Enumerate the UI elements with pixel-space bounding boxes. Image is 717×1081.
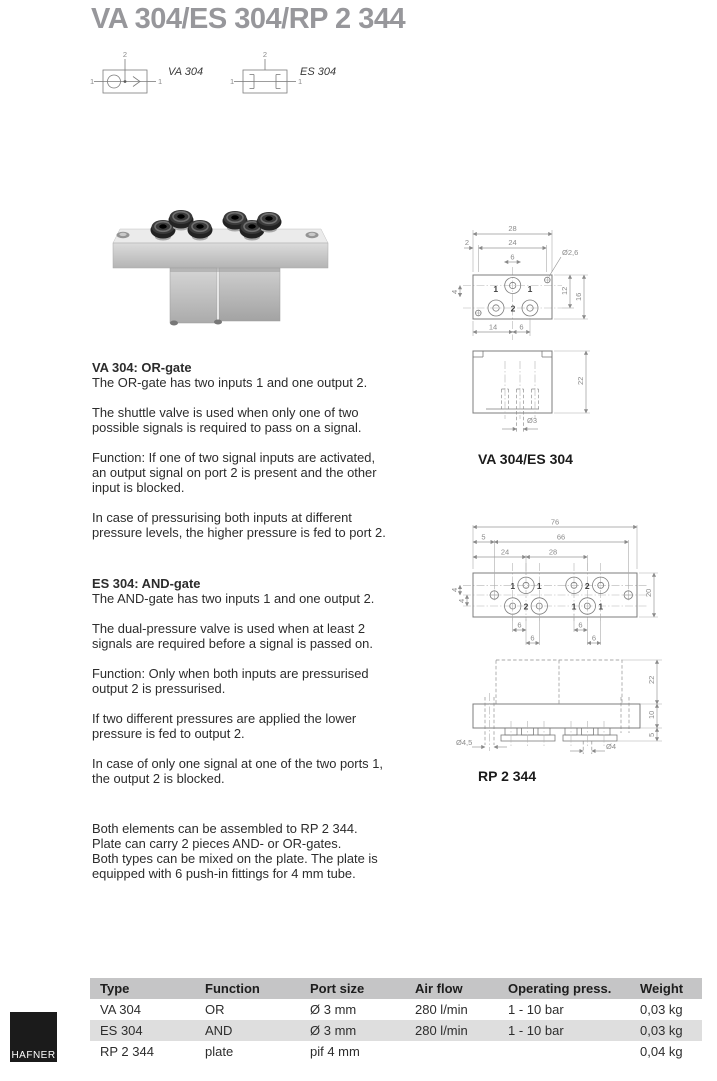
dim-label: 5 (647, 732, 656, 737)
cell: ES 304 (100, 1023, 143, 1038)
dim-label: 5 (481, 532, 486, 542)
table-row-es304 (90, 1020, 702, 1041)
dim-label: 2 (464, 238, 470, 247)
cell: OR (205, 1002, 225, 1017)
section-es304-heading: ES 304: AND-gate (92, 576, 201, 591)
paragraph: In case of pressurising both inputs at different pressure levels, the higher pressure is fed to port 2. (92, 510, 386, 540)
es-symbol-port2-label: 2 (262, 50, 268, 59)
col-header-port-size: Port size (310, 981, 365, 996)
drawing-caption-va-es: VA 304/ES 304 (478, 451, 573, 467)
paragraph: The shuttle valve is used when only one of two possible signals is required to pass on a signal. (92, 405, 362, 435)
paragraph: Function: If one of two signal inputs are activated, an output signal on port 2 is present and the other input is blocked. (92, 450, 377, 495)
assembly-note (92, 821, 418, 881)
dim-label: 4 (450, 587, 459, 592)
dim-label: 22 (576, 376, 585, 385)
col-header-type: Type (100, 981, 130, 996)
va304-symbol-label: VA 304 (168, 66, 204, 78)
spec-table (90, 978, 702, 1062)
dim-label: 6 (530, 633, 535, 643)
cell: 0,04 kg (640, 1044, 683, 1059)
hole-callout: Ø3 (527, 416, 538, 425)
dim-label: 6 (517, 620, 522, 630)
paragraph: The dual-pressure valve is used when at least 2 signals are required before a signal is passed on. (92, 621, 373, 651)
cell: plate (205, 1044, 234, 1059)
dim-label: 14 (488, 322, 498, 332)
port-stubs (502, 361, 539, 419)
cell: pif 4 mm (310, 1044, 360, 1059)
paragraph: The AND-gate has two inputs 1 and one output 2. (92, 591, 375, 606)
section-es304 (92, 576, 418, 786)
cell: AND (205, 1023, 233, 1038)
va-symbol-port1-left-label: 1 (90, 77, 95, 86)
port-label: 1 (527, 284, 533, 294)
port-label: 1 (571, 601, 577, 612)
cell: VA 304 (100, 1002, 141, 1017)
valve-body-left (170, 268, 217, 323)
cell: 1 - 10 bar (508, 1023, 564, 1038)
va-symbol-port2-label: 2 (122, 50, 128, 59)
plate-top-face (113, 229, 328, 243)
drawing-caption-rp: RP 2 344 (478, 768, 537, 784)
paragraph: Function: Only when both inputs are pressurised output 2 is pressurised. (92, 666, 369, 696)
dim-label: 28 (548, 547, 558, 557)
section-va304 (92, 360, 418, 540)
es304-symbol-label: ES 304 (300, 66, 337, 78)
es-symbol-port1-right-label: 1 (298, 77, 303, 86)
cell: 1 - 10 bar (508, 1002, 564, 1017)
cell: 280 l/min (415, 1002, 468, 1017)
paragraph: Both elements can be assembled to RP 2 344. Plate can carry 2 pieces AND- or OR-gates. Both types can be mixed on the plate. The plate is equipped with 6 push-in fittings for 4 mm tube. (92, 821, 378, 881)
col-header-weight: Weight (640, 981, 684, 996)
rp2344-top-view-drawing (450, 513, 690, 653)
hole-callout: Ø4,5 (456, 738, 473, 747)
paragraph: The OR-gate has two inputs 1 and one output 2. (92, 375, 368, 390)
valve-body-right (219, 268, 280, 321)
plate-front-face (113, 243, 328, 268)
port-label: 2 (510, 303, 516, 314)
paragraph: In case of only one signal at one of the two ports 1, the output 2 is blocked. (92, 756, 383, 786)
page-title: VA 304/ES 304/RP 2 344 (91, 3, 406, 35)
spec-table-header-row (90, 978, 702, 999)
col-header-function: Function (205, 981, 260, 996)
col-header-air-flow: Air flow (415, 981, 463, 996)
dim-label: 24 (500, 547, 510, 557)
hafner-logo-text: HAFNER (11, 1050, 56, 1061)
port-label: 1 (493, 284, 499, 294)
dim-label: 4 (450, 289, 459, 294)
foot-left (170, 321, 178, 326)
hole-callout: Ø4 (606, 742, 617, 751)
cell: Ø 3 mm (310, 1002, 357, 1017)
port-label: 1 (598, 601, 604, 612)
foot-right (214, 320, 222, 325)
table-row-rp2344 (90, 1041, 702, 1062)
col-header-operating-press: Operating press. (508, 981, 612, 996)
va-es-side-view-drawing (450, 347, 662, 447)
hafner-logo (10, 1012, 57, 1062)
dim-label: 16 (574, 292, 583, 301)
dim-label: 6 (510, 252, 515, 262)
dim-label: 4 (457, 598, 466, 603)
dim-label: 6 (591, 633, 597, 643)
es-symbol-port1-left-label: 1 (230, 77, 235, 86)
cell: 0,03 kg (640, 1002, 683, 1017)
va-es-top-view-drawing (450, 220, 662, 347)
dim-label: 66 (556, 532, 566, 542)
cell: Ø 3 mm (310, 1023, 357, 1038)
rp2344-side-view-drawing (450, 653, 690, 778)
cell: 0,03 kg (640, 1023, 683, 1038)
cell: RP 2 344 (100, 1044, 154, 1059)
va-symbol-port1-right-label: 1 (158, 77, 163, 86)
dim-label: 6 (578, 620, 583, 630)
dim-label: 22 (647, 675, 656, 684)
cell: 280 l/min (415, 1023, 468, 1038)
dim-label: 28 (508, 224, 517, 233)
dim-label: 10 (647, 710, 656, 719)
section-va304-heading: VA 304: OR-gate (92, 360, 192, 375)
port-label: 2 (523, 601, 529, 612)
dim-label: 24 (508, 238, 517, 247)
product-photo (95, 193, 340, 335)
dim-label: 6 (519, 322, 524, 332)
dim-label: 76 (550, 517, 560, 527)
paragraph: If two different pressures are applied the lower pressure is fed to output 2. (92, 711, 357, 741)
hole-callout: Ø2,6 (562, 248, 579, 257)
dim-label: 12 (560, 286, 569, 295)
dim-label: 20 (644, 588, 653, 597)
port-label: 2 (584, 580, 590, 591)
port-label: 1 (510, 580, 516, 591)
port-label: 1 (536, 580, 542, 591)
fitting-group-left (501, 721, 555, 747)
table-row-va304 (90, 999, 702, 1020)
